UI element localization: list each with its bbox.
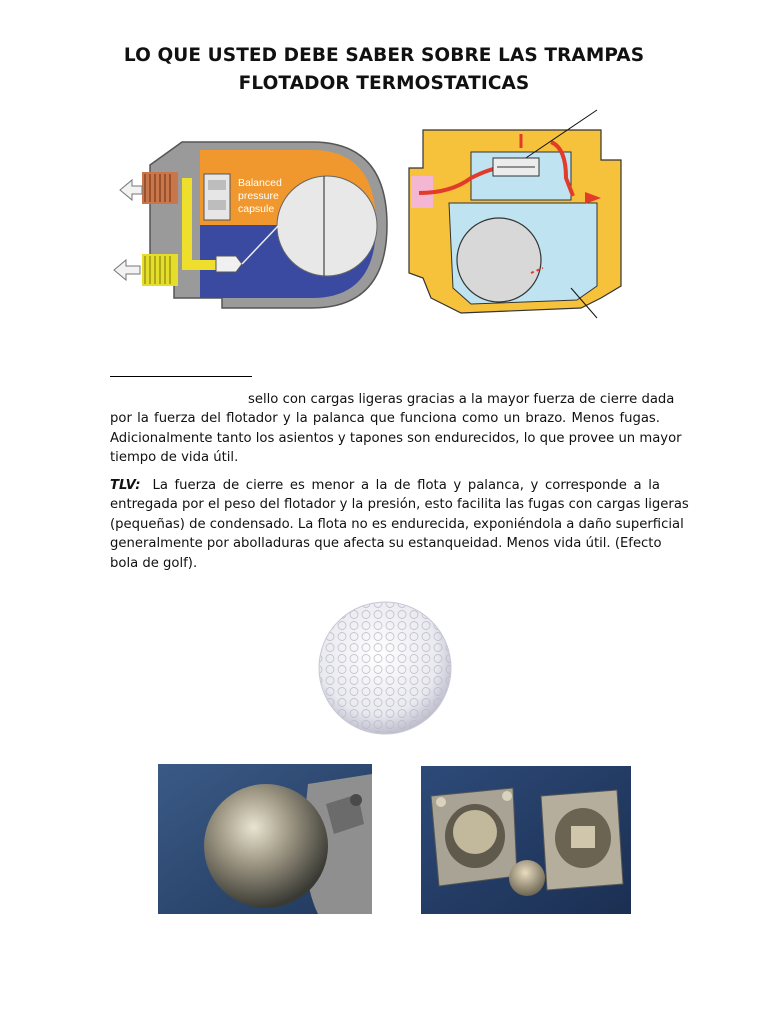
paragraph-line: sello con cargas ligeras gracias a la mayor fuerza de cierre dada — [248, 392, 675, 407]
footnote-rule — [110, 376, 252, 377]
diagram-label-pressure: pressure — [238, 190, 279, 202]
paragraph-line: Adicionalmente tanto los asientos y tapones son endurecidos, lo que provee un mayor — [110, 430, 682, 446]
paragraph-line: tiempo de vida útil. — [110, 450, 239, 466]
paragraph-line: La fuerza de cierre es menor a la de flota y palanca, y corresponde a la — [152, 478, 660, 493]
paragraph-line: por la fuerza del flotador y la palanca que funciona como un brazo. Menos fugas. — [110, 411, 660, 427]
trap-section-diagram — [401, 108, 625, 320]
title-line-1: LO QUE USTED DEBE SABER SOBRE LAS TRAMPAS — [123, 45, 645, 66]
diagram-label-capsule: capsule — [238, 203, 275, 215]
paragraph-line: entregada por el peso del flotador y la presión, esto facilita las fugas con cargas ligeras — [110, 497, 689, 513]
float-ball-photo — [158, 764, 372, 914]
tlv-label: TLV: — [110, 478, 141, 493]
paragraph-intro — [110, 390, 682, 468]
paragraph-line: (pequeñas) de condensado. La flota no es endurecida, exponiéndola a daño superficial — [110, 516, 684, 532]
paragraph-line: generalmente por abolladuras que afecta su estanqueidad. Menos vida útil. (Efecto — [110, 536, 662, 552]
paragraph-tlv — [110, 476, 689, 573]
page-title — [84, 42, 684, 98]
trap-cutaway-diagram — [112, 130, 390, 318]
golf-ball-image — [312, 598, 458, 738]
title-line-2: FLOTADOR TERMOSTATICAS — [238, 73, 530, 94]
diagram-label-balanced: Balanced — [238, 177, 282, 189]
paragraph-line: bola de golf). — [110, 555, 198, 571]
opened-trap-photo — [421, 766, 631, 914]
